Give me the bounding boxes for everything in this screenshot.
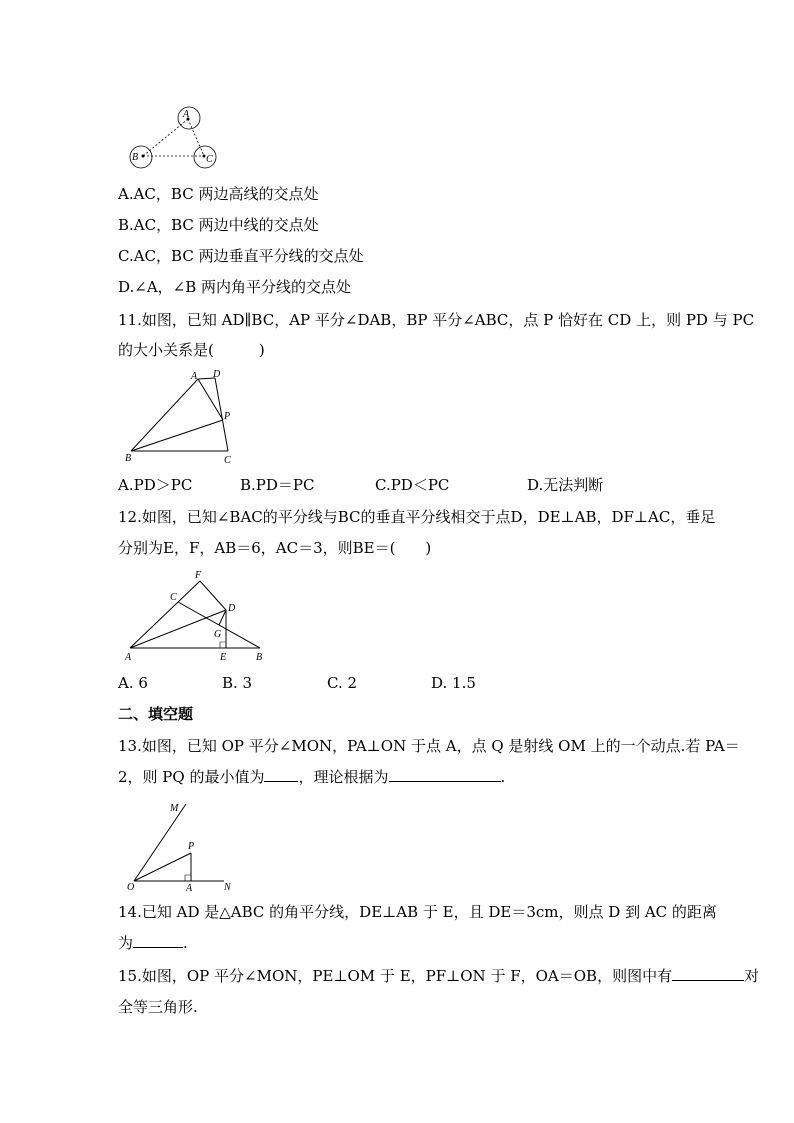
label-a: A xyxy=(183,109,190,120)
label-a: A xyxy=(186,883,193,894)
q10-option-c: C.AC，BC 两边垂直平分线的交点处 xyxy=(118,247,364,265)
label-p: P xyxy=(188,841,195,852)
q14-text-a: 为 xyxy=(118,934,134,952)
q12-option-c: C. 2 xyxy=(327,674,358,692)
label-d: D xyxy=(213,369,221,380)
edge-ab xyxy=(143,119,188,156)
answer-blank-distance[interactable] xyxy=(133,933,183,948)
q10-option-b: B.AC，BC 两边中线的交点处 xyxy=(118,216,319,234)
ray-af xyxy=(130,581,200,648)
segment-fd xyxy=(200,581,226,610)
q13-question-line2 xyxy=(118,767,505,787)
label-a: A xyxy=(125,652,132,663)
q15-text-b: 对 xyxy=(744,967,760,985)
q11-option-b: B.PD＝PC xyxy=(240,476,315,494)
answer-blank-min-pq[interactable] xyxy=(264,767,298,782)
label-b: B xyxy=(125,453,132,464)
q12-question-line1: 12.如图，已知∠BAC的平分线与BC的垂直平分线相交于点D，DE⊥AB，DF⊥AC，垂足 xyxy=(118,508,716,526)
q13-text-b: ，理论根据为 xyxy=(298,768,389,786)
q12-option-d: D. 1.5 xyxy=(431,674,476,692)
q12-question-line2: 分别为E，F，AB＝6，AC＝3，则BE＝( ) xyxy=(118,539,432,557)
figure-q13-angle xyxy=(124,800,236,892)
answer-blank-reason[interactable] xyxy=(389,767,501,782)
q14-question-line2 xyxy=(118,933,188,953)
figure-q12-triangle xyxy=(122,567,270,663)
figure-three-circles xyxy=(128,104,223,172)
q15-question-line1 xyxy=(118,966,759,986)
q11-question-line2: 的大小关系是( ) xyxy=(118,341,265,359)
label-c: C xyxy=(224,455,231,466)
segment-ad xyxy=(130,610,226,648)
label-g: G xyxy=(214,629,222,640)
label-o: O xyxy=(127,882,135,893)
q11-option-d: D.无法判断 xyxy=(527,476,604,494)
q15-question-line2: 全等三角形. xyxy=(118,998,198,1016)
answer-blank-pairs[interactable] xyxy=(672,966,744,981)
q11-question-line1: 11.如图，已知 AD∥BC，AP 平分∠DAB，BP 平分∠ABC，点 P 恰好在 CD 上，则 PD 与 PC xyxy=(118,311,755,329)
q11-option-c: C.PD＜PC xyxy=(375,476,450,494)
label-n: N xyxy=(224,882,231,893)
figure-q11-trapezoid xyxy=(122,368,240,468)
q13-text-a: 2，则 PQ 的最小值为 xyxy=(118,768,265,786)
section-title: 二、填空题 xyxy=(118,705,194,723)
q10-option-a: A.AC，BC 两边高线的交点处 xyxy=(118,185,319,203)
q14-question-line1: 14.已知 AD 是△ABC 的角平分线，DE⊥AB 于 E，且 DE＝3cm，则点 D 到 AC 的距离 xyxy=(118,903,717,921)
label-a: A xyxy=(191,371,198,382)
q13-text-c: . xyxy=(500,768,506,786)
label-c: C xyxy=(170,592,177,603)
segment-op xyxy=(134,853,191,881)
q12-option-b: B. 3 xyxy=(222,674,253,692)
label-b: B xyxy=(132,152,139,163)
label-p: P xyxy=(224,411,231,422)
q11-option-a: A.PD＞PC xyxy=(118,476,193,494)
q12-option-a: A. 6 xyxy=(118,674,148,692)
ray-om xyxy=(134,804,186,881)
label-b: B xyxy=(256,652,263,663)
label-d: D xyxy=(228,603,236,614)
label-c: C xyxy=(206,154,213,165)
q13-question-line1: 13.如图，已知 OP 平分∠MON，PA⊥ON 于点 A，点 Q 是射线 OM 上的一个动点.若 PA＝ xyxy=(118,737,740,755)
q15-text-a: 15.如图，OP 平分∠MON，PE⊥OM 于 E，PF⊥ON 于 F，OA＝OB，则图中有 xyxy=(118,967,673,985)
q14-text-b: . xyxy=(183,934,188,952)
q10-option-d: D.∠A，∠B 两内角平分线的交点处 xyxy=(118,278,352,296)
label-e: E xyxy=(220,652,227,663)
label-f: F xyxy=(195,570,202,581)
label-m: M xyxy=(170,803,179,814)
